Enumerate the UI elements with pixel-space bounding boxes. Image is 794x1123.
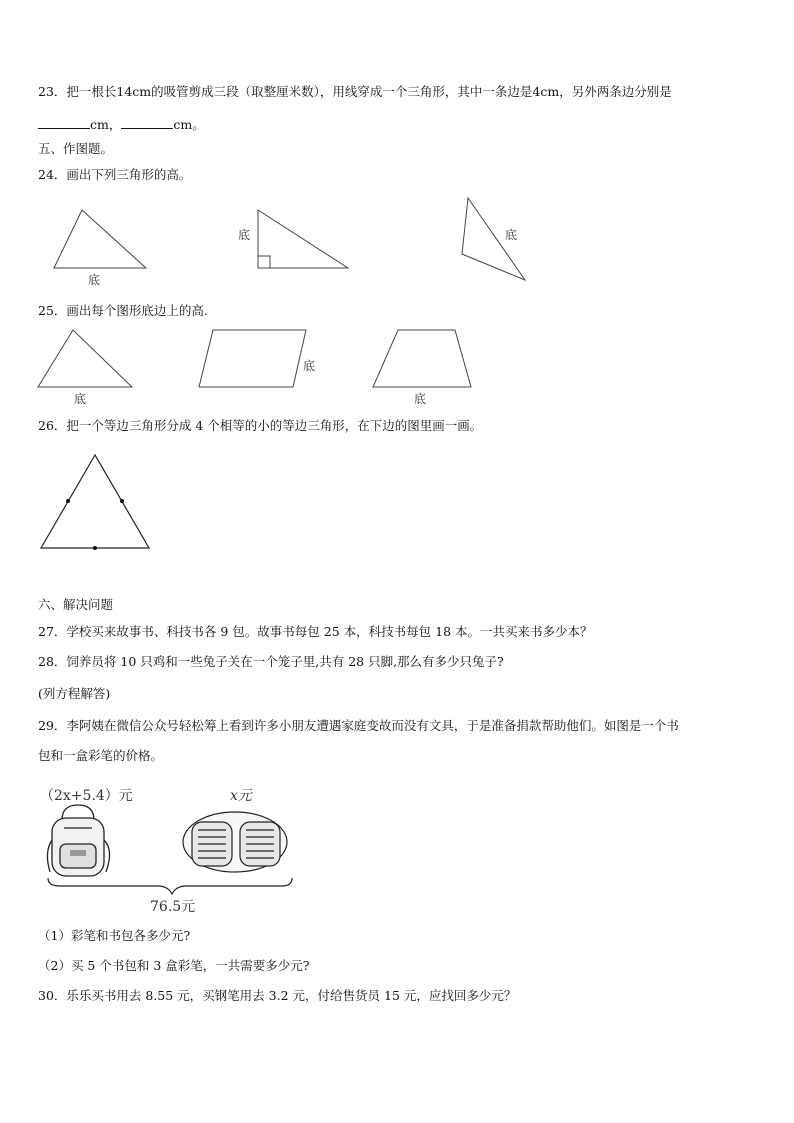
q25-label-base-2: 底: [303, 359, 316, 373]
q25-label-base-3: 底: [414, 392, 427, 406]
midpoint-bottom: [93, 546, 97, 550]
backpack-icon: [47, 805, 109, 876]
question-28-note: (列方程解答): [38, 686, 111, 701]
q25-label-base-1: 底: [74, 392, 87, 406]
question-25: 25．画出每个图形底边上的高.: [38, 303, 208, 318]
color-pens-box-icon: [183, 812, 287, 872]
q25-trapezoid: [373, 330, 471, 387]
bag-price-label: （2x+5.4）元: [40, 788, 133, 804]
right-angle-mark: [258, 256, 270, 268]
question-29-sub-2: （2）买 5 个书包和 3 盒彩笔，一共需要多少元?: [38, 958, 310, 973]
q24-label-base-2: 底: [238, 228, 251, 242]
question-29-sub-1: （1）彩笔和书包各多少元?: [38, 928, 191, 943]
unit-cm-2: cm。: [173, 117, 205, 132]
total-brace: [48, 878, 292, 894]
q24-triangle-1: [54, 210, 146, 268]
question-29-line-1: 29．李阿姨在微信公众号轻松筹上看到许多小朋友遭遇家庭变故而没有文具，于是准备捐款帮助他们。如图是一个书: [38, 718, 679, 733]
answer-blank-2[interactable]: [121, 116, 173, 129]
section-6-heading: 六、解决问题: [38, 597, 114, 612]
question-27: 27．学校买来故事书、科技书各 9 包。故事书每包 25 本，科技书每包 18 本。一共买来书多少本？: [38, 624, 593, 639]
question-23: 23．把一根长14cm的吸管剪成三段（取整厘米数），用线穿成一个三角形，其中一条边是4cm，另外两条边分别是: [38, 84, 672, 99]
question-23-answer-line: [38, 116, 205, 133]
answer-blank-1[interactable]: [38, 116, 90, 129]
question-26: 26．把一个等边三角形分成 4 个相等的小的等边三角形，在下边的图里画一画。: [38, 418, 483, 433]
q25-triangle: [38, 330, 132, 387]
q26-equilateral-triangle: [0, 450, 200, 560]
q24-figures: [0, 190, 794, 290]
unit-cm-1: cm，: [90, 117, 122, 132]
q24-label-base-3: 底: [505, 228, 518, 242]
q29-figure: [40, 800, 340, 910]
question-28: 28．饲养员将 10 只鸡和一些兔子关在一个笼子里,共有 28 只脚,那么有多少只兔子?: [38, 654, 504, 669]
q24-label-base-1: 底: [88, 273, 101, 287]
midpoint-left: [66, 499, 70, 503]
section-5-heading: 五、作图题。: [38, 141, 114, 156]
q25-figures: [0, 325, 794, 395]
total-price-label: 76.5元: [150, 899, 196, 915]
q25-parallelogram: [199, 330, 306, 387]
midpoint-right: [120, 499, 124, 503]
question-30: 30．乐乐买书用去 8.55 元，买钢笔用去 3.2 元，付给售货员 15 元，应找回多少元？: [38, 988, 517, 1003]
pen-price-label: x元: [230, 788, 252, 804]
question-24: 24．画出下列三角形的高。: [38, 167, 192, 182]
question-29-line-2: 包和一盒彩笔的价格。: [38, 748, 164, 763]
q24-triangle-2-right: [258, 210, 348, 268]
